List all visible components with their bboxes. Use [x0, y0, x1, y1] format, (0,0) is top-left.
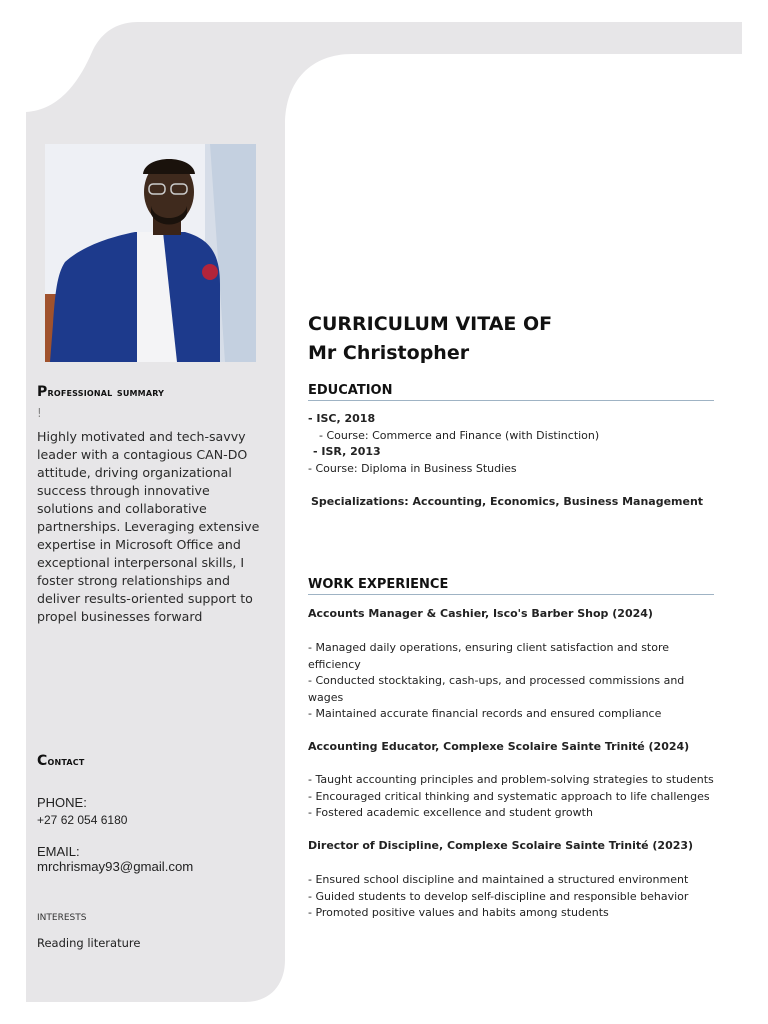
email-value: mrchrismay93@gmail.com [37, 859, 194, 874]
phone-label: PHONE: [37, 795, 87, 810]
profile-photo [45, 144, 256, 362]
interests-value: Reading literature [37, 936, 141, 950]
summary-marker: ! [37, 406, 42, 420]
job-bullet: - Conducted stocktaking, cash-ups, and processed commissions and wages [308, 674, 685, 704]
job-bullet: - Encouraged critical thinking and systematic approach to life challenges [308, 790, 710, 803]
phone-value: +27 62 054 6180 [37, 813, 128, 827]
contact-title: Contact [37, 753, 85, 769]
professional-summary-title: Professional summary [37, 384, 165, 400]
job-bullet: - Ensured school discipline and maintained a structured environment [308, 873, 689, 886]
job-bullet: - Promoted positive values and habits among students [308, 906, 609, 919]
job-title: Accounts Manager & Cashier, Isco's Barber Shop (2024) [308, 607, 653, 620]
education-line: - ISR, 2013 [313, 445, 381, 458]
professional-summary-text: Highly motivated and tech-savvy leader with a contagious CAN-DO attitude, driving organizational success through innovative solutions and collaborative partnerships. Leveraging extensive expertise in Microsoft Office and exceptional interpersonal skills, I foster strong relationships and deliver results-oriented support to propel businesses forward [37, 429, 260, 624]
job-bullet: - Fostered academic excellence and student growth [308, 806, 593, 819]
job-bullet: - Guided students to develop self-discipline and responsible behavior [308, 890, 689, 903]
cv-title-line-1: CURRICULUM VITAE OF [308, 313, 553, 335]
cv-title-line-2: Mr Christopher [308, 342, 470, 364]
interests-title: INTERESTS [37, 913, 87, 923]
work-experience-heading: WORK EXPERIENCE [308, 577, 714, 595]
education-line: - ISC, 2018 [308, 412, 376, 425]
education-specializations: Specializations: Accounting, Economics, Business Management [311, 495, 704, 508]
education-line: - Course: Diploma in Business Studies [308, 462, 517, 475]
cv-title [308, 310, 552, 368]
job-bullet: - Taught accounting principles and problem-solving strategies to students [308, 773, 714, 786]
job-title: Director of Discipline, Complexe Scolaire Sainte Trinité (2023) [308, 839, 694, 852]
job-title: Accounting Educator, Complexe Scolaire Sainte Trinité (2024) [308, 740, 690, 753]
education-line: - Course: Commerce and Finance (with Distinction) [319, 429, 600, 442]
education-heading: EDUCATION [308, 383, 714, 401]
job-bullet: - Managed daily operations, ensuring client satisfaction and store efficiency [308, 641, 670, 671]
job-bullet: - Maintained accurate financial records and ensured compliance [308, 707, 662, 720]
email-label: EMAIL: [37, 844, 80, 859]
